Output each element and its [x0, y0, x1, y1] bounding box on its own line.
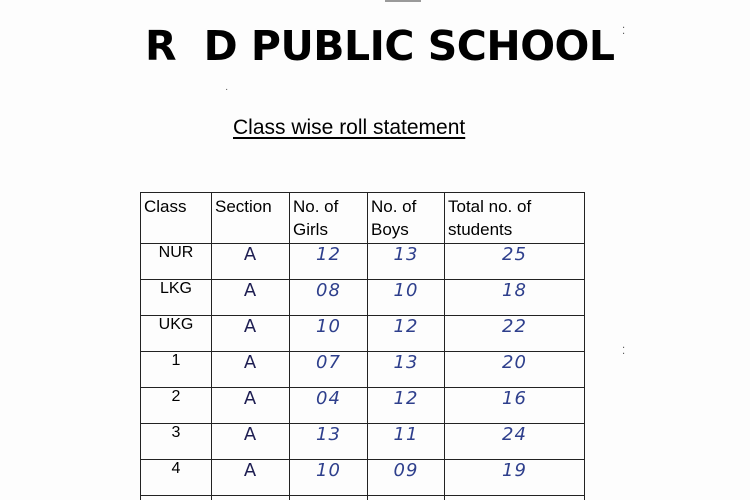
statement-subtitle: Class wise roll statement [233, 116, 466, 139]
cell-boys: 09 [368, 460, 445, 496]
cell-class: LKG [141, 280, 212, 316]
header-girls: No. of Girls [290, 193, 368, 244]
school-title: R D PUBLIC SCHOOL [145, 22, 615, 70]
cell-class: 3 [141, 424, 212, 460]
table-row [141, 316, 585, 352]
cell-section: A [212, 460, 290, 496]
cell-class: 2 [141, 388, 212, 424]
cell-class: 1 [141, 352, 212, 388]
cell-section: A [212, 244, 290, 280]
speck-mark: ⁚ [622, 346, 626, 357]
cell-total: 24 [445, 424, 585, 460]
cell-total: 18 [445, 280, 585, 316]
cell-boys: 13 [368, 352, 445, 388]
cell-boys: 12 [368, 316, 445, 352]
cell-girls: 08 [290, 280, 368, 316]
header-total: Total no. of students [445, 193, 585, 244]
header-boys: No. of Boys [368, 193, 445, 244]
cell-total: 25 [445, 244, 585, 280]
cell-class: 4 [141, 460, 212, 496]
cell-total: 22 [445, 316, 585, 352]
table-row [141, 244, 585, 280]
cell-girls: 10 [290, 316, 368, 352]
cell-section: A [212, 316, 290, 352]
cell-boys: 10 [368, 280, 445, 316]
table-row [141, 388, 585, 424]
header-class: Class [141, 193, 212, 244]
cell-class: UKG [141, 316, 212, 352]
cell-boys: 11 [368, 424, 445, 460]
table-row [141, 424, 585, 460]
cell-section: A [212, 280, 290, 316]
cell-girls: 07 [290, 352, 368, 388]
cell-section: A [212, 388, 290, 424]
top-edge-mark [385, 0, 421, 2]
table-row [141, 460, 585, 496]
cell-girls: 04 [290, 388, 368, 424]
cell-girls: 12 [290, 244, 368, 280]
cell-total: 16 [445, 388, 585, 424]
cell-girls: 10 [290, 460, 368, 496]
roll-table [140, 192, 585, 500]
speck-mark: ⁚ [622, 26, 626, 37]
table-row-cropped [141, 496, 585, 500]
cell-class: NUR [141, 244, 212, 280]
table-row [141, 352, 585, 388]
cell-total: 20 [445, 352, 585, 388]
cell-section: A [212, 352, 290, 388]
speck-mark: · [225, 84, 229, 95]
cell-section: A [212, 424, 290, 460]
cell-boys: 13 [368, 244, 445, 280]
cell-boys: 12 [368, 388, 445, 424]
table-header-row [141, 193, 585, 244]
cell-girls: 13 [290, 424, 368, 460]
cell-total: 19 [445, 460, 585, 496]
table-row [141, 280, 585, 316]
header-section: Section [212, 193, 290, 244]
